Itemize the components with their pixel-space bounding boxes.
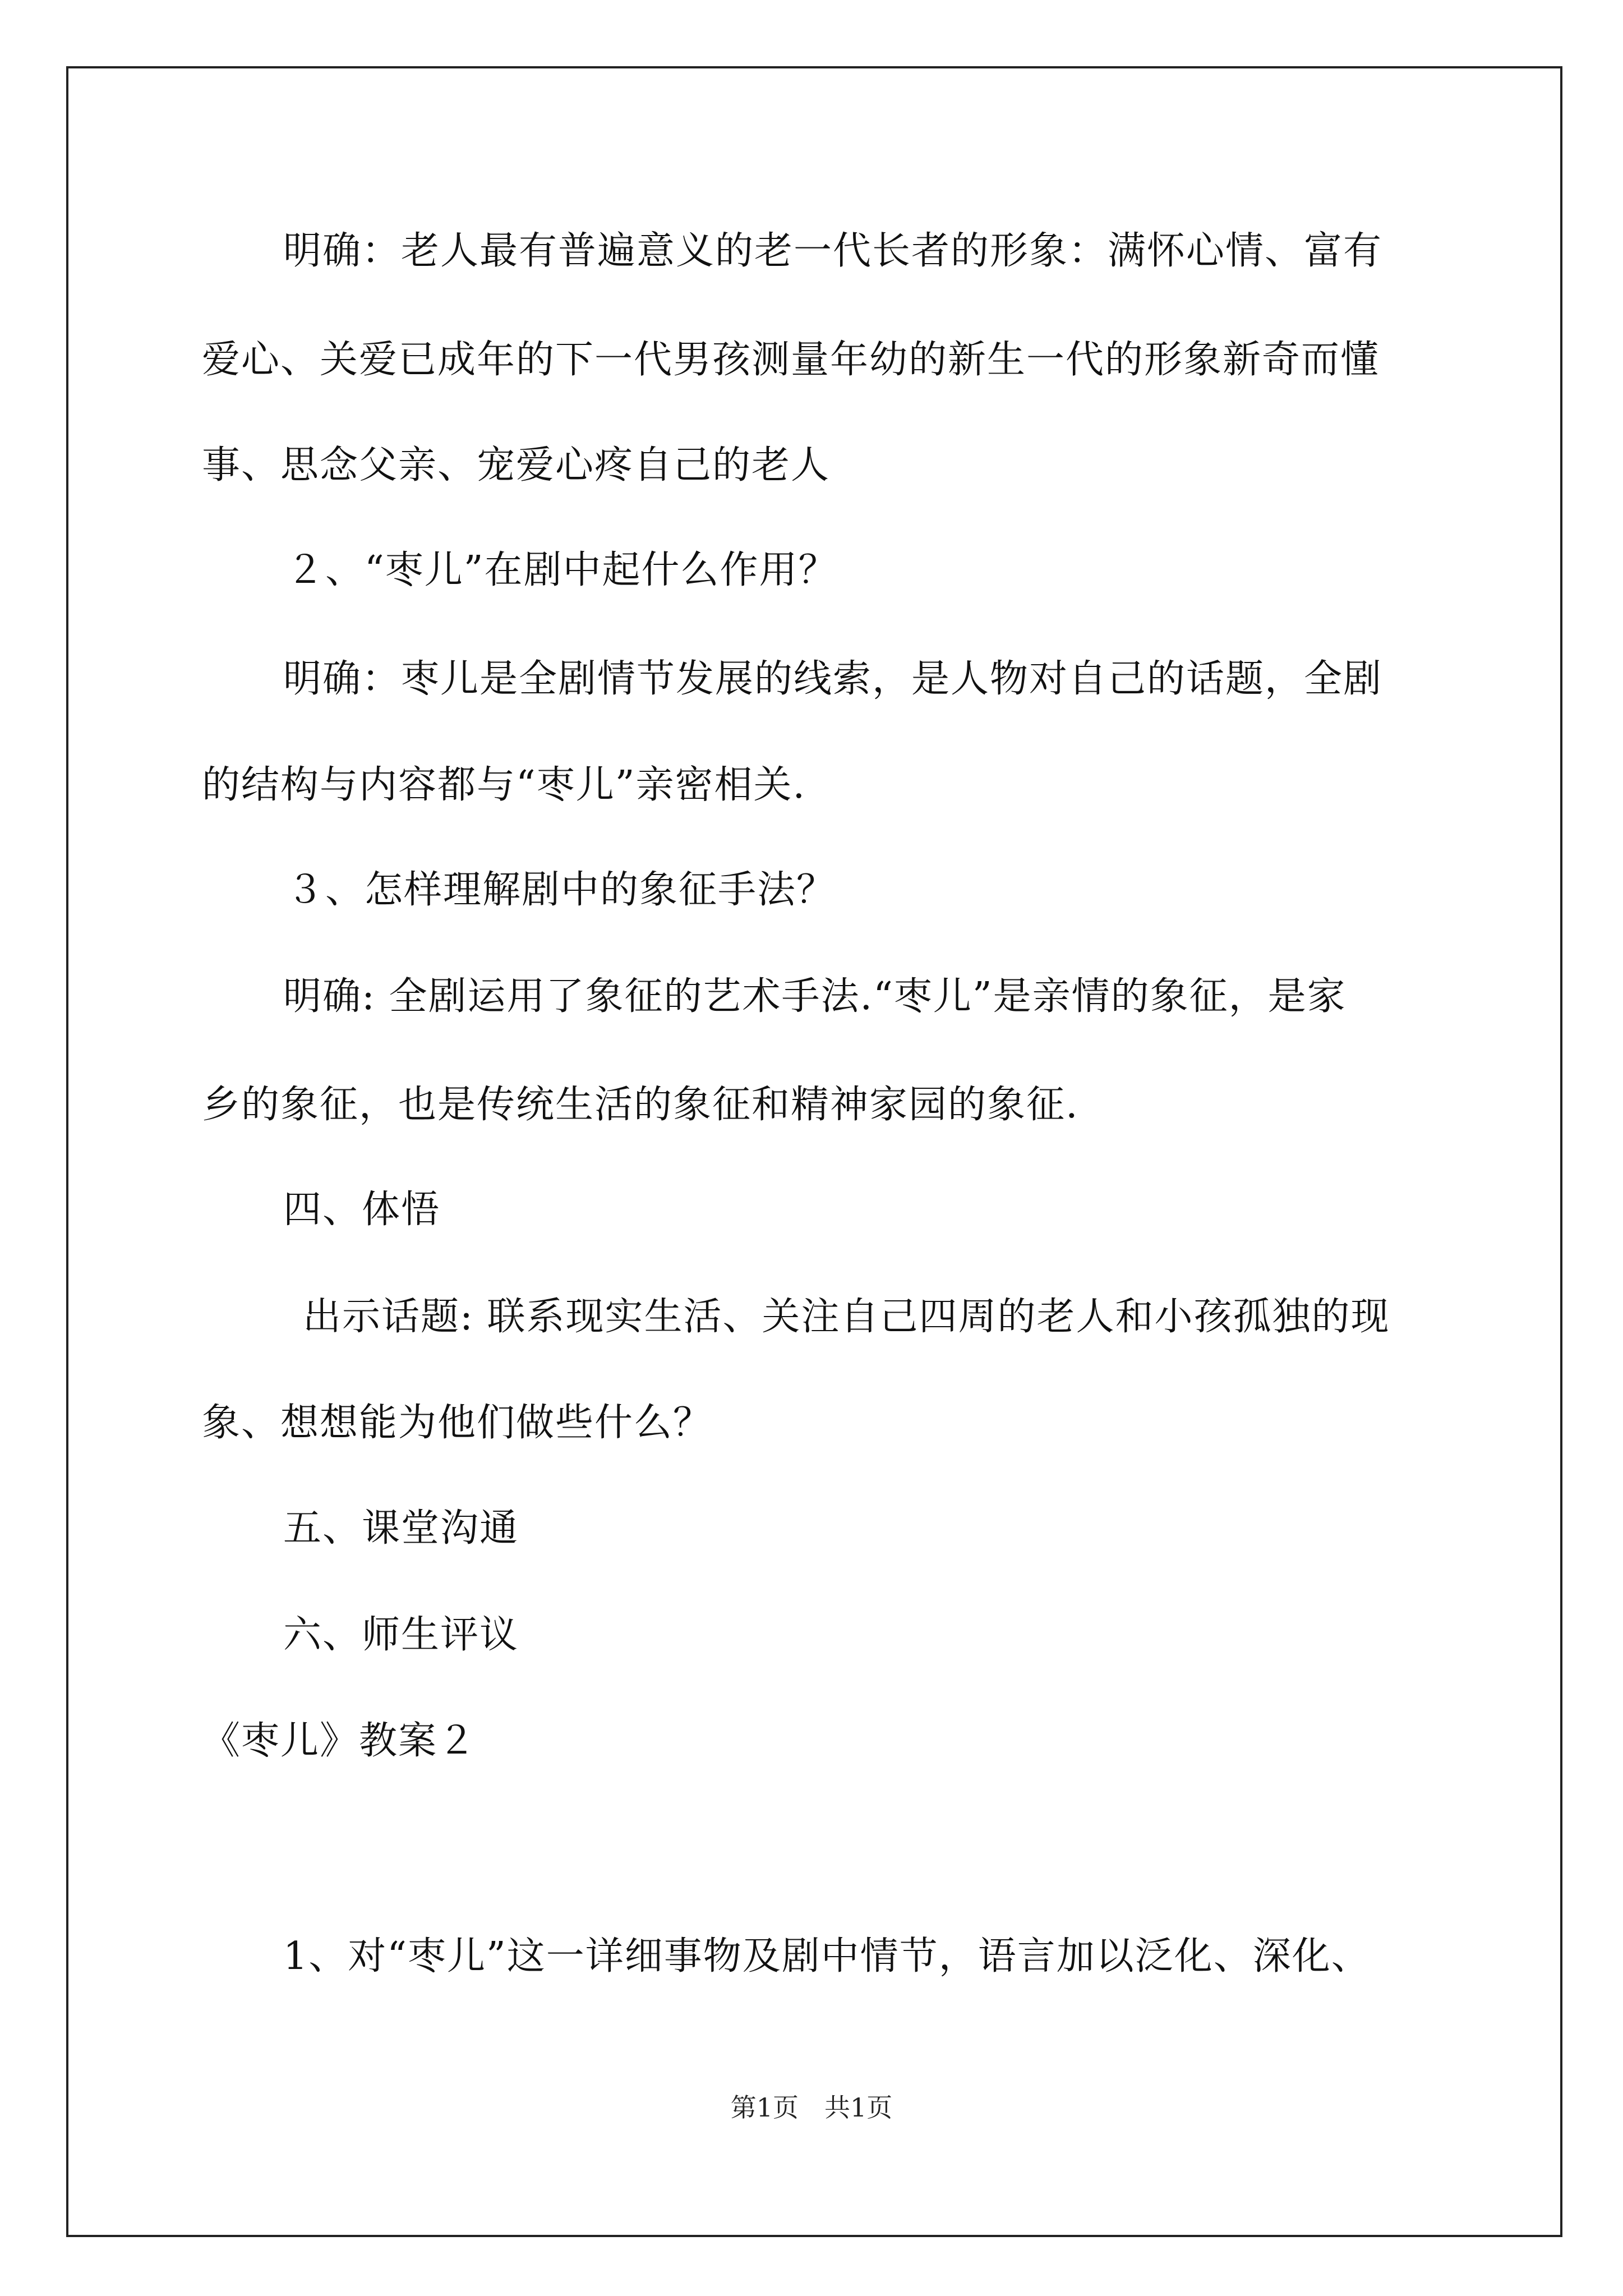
paragraph-line: 出示话题: 联系现实生活、关注自己四周的老人和小孩孤独的现 [303, 1295, 1390, 1339]
page-number-footer: 第1页 共1页 [730, 2092, 893, 2123]
paragraph-line: 明确: 全剧运用了象征的艺术手法.“枣儿”是亲情的象征，是家 [283, 974, 1347, 1019]
paragraph-line: 1、对“枣儿”这一详细事物及剧中情节，语言加以泛化、深化、 [283, 1934, 1371, 1978]
paragraph-line: 事、思念父亲、宠爱心疼自己的老人 [202, 443, 831, 487]
page-border [66, 66, 1562, 2237]
paragraph-line: 的结构与内容都与“枣儿”亲密相关. [202, 763, 806, 807]
question-line: ３、怎样理解剧中的象征手法？ [286, 868, 836, 912]
section-heading: 五、课堂沟通 [283, 1506, 519, 1550]
section-heading: 六、师生评议 [283, 1613, 519, 1657]
paragraph-line: 乡的象征，也是传统生活的象征和精神家园的象征. [202, 1083, 1079, 1127]
question-line: ２、“枣儿”在剧中起什么作用？ [286, 548, 838, 592]
paragraph-line: 爱心、关爱已成年的下一代男孩测量年幼的新生一代的形象新奇而懂 [202, 338, 1380, 382]
paragraph-line: 象、想想能为他们做些什么？ [202, 1401, 713, 1445]
section-heading: 四、体悟 [283, 1188, 441, 1232]
paragraph-line: 明确：老人最有普遍意义的老一代长者的形象：满怀心情、富有 [283, 229, 1383, 273]
paragraph-line: 明确：枣儿是全剧情节发展的线索，是人物对自己的话题，全剧 [283, 657, 1383, 701]
document-title: 《枣儿》教案２ [202, 1719, 477, 1763]
